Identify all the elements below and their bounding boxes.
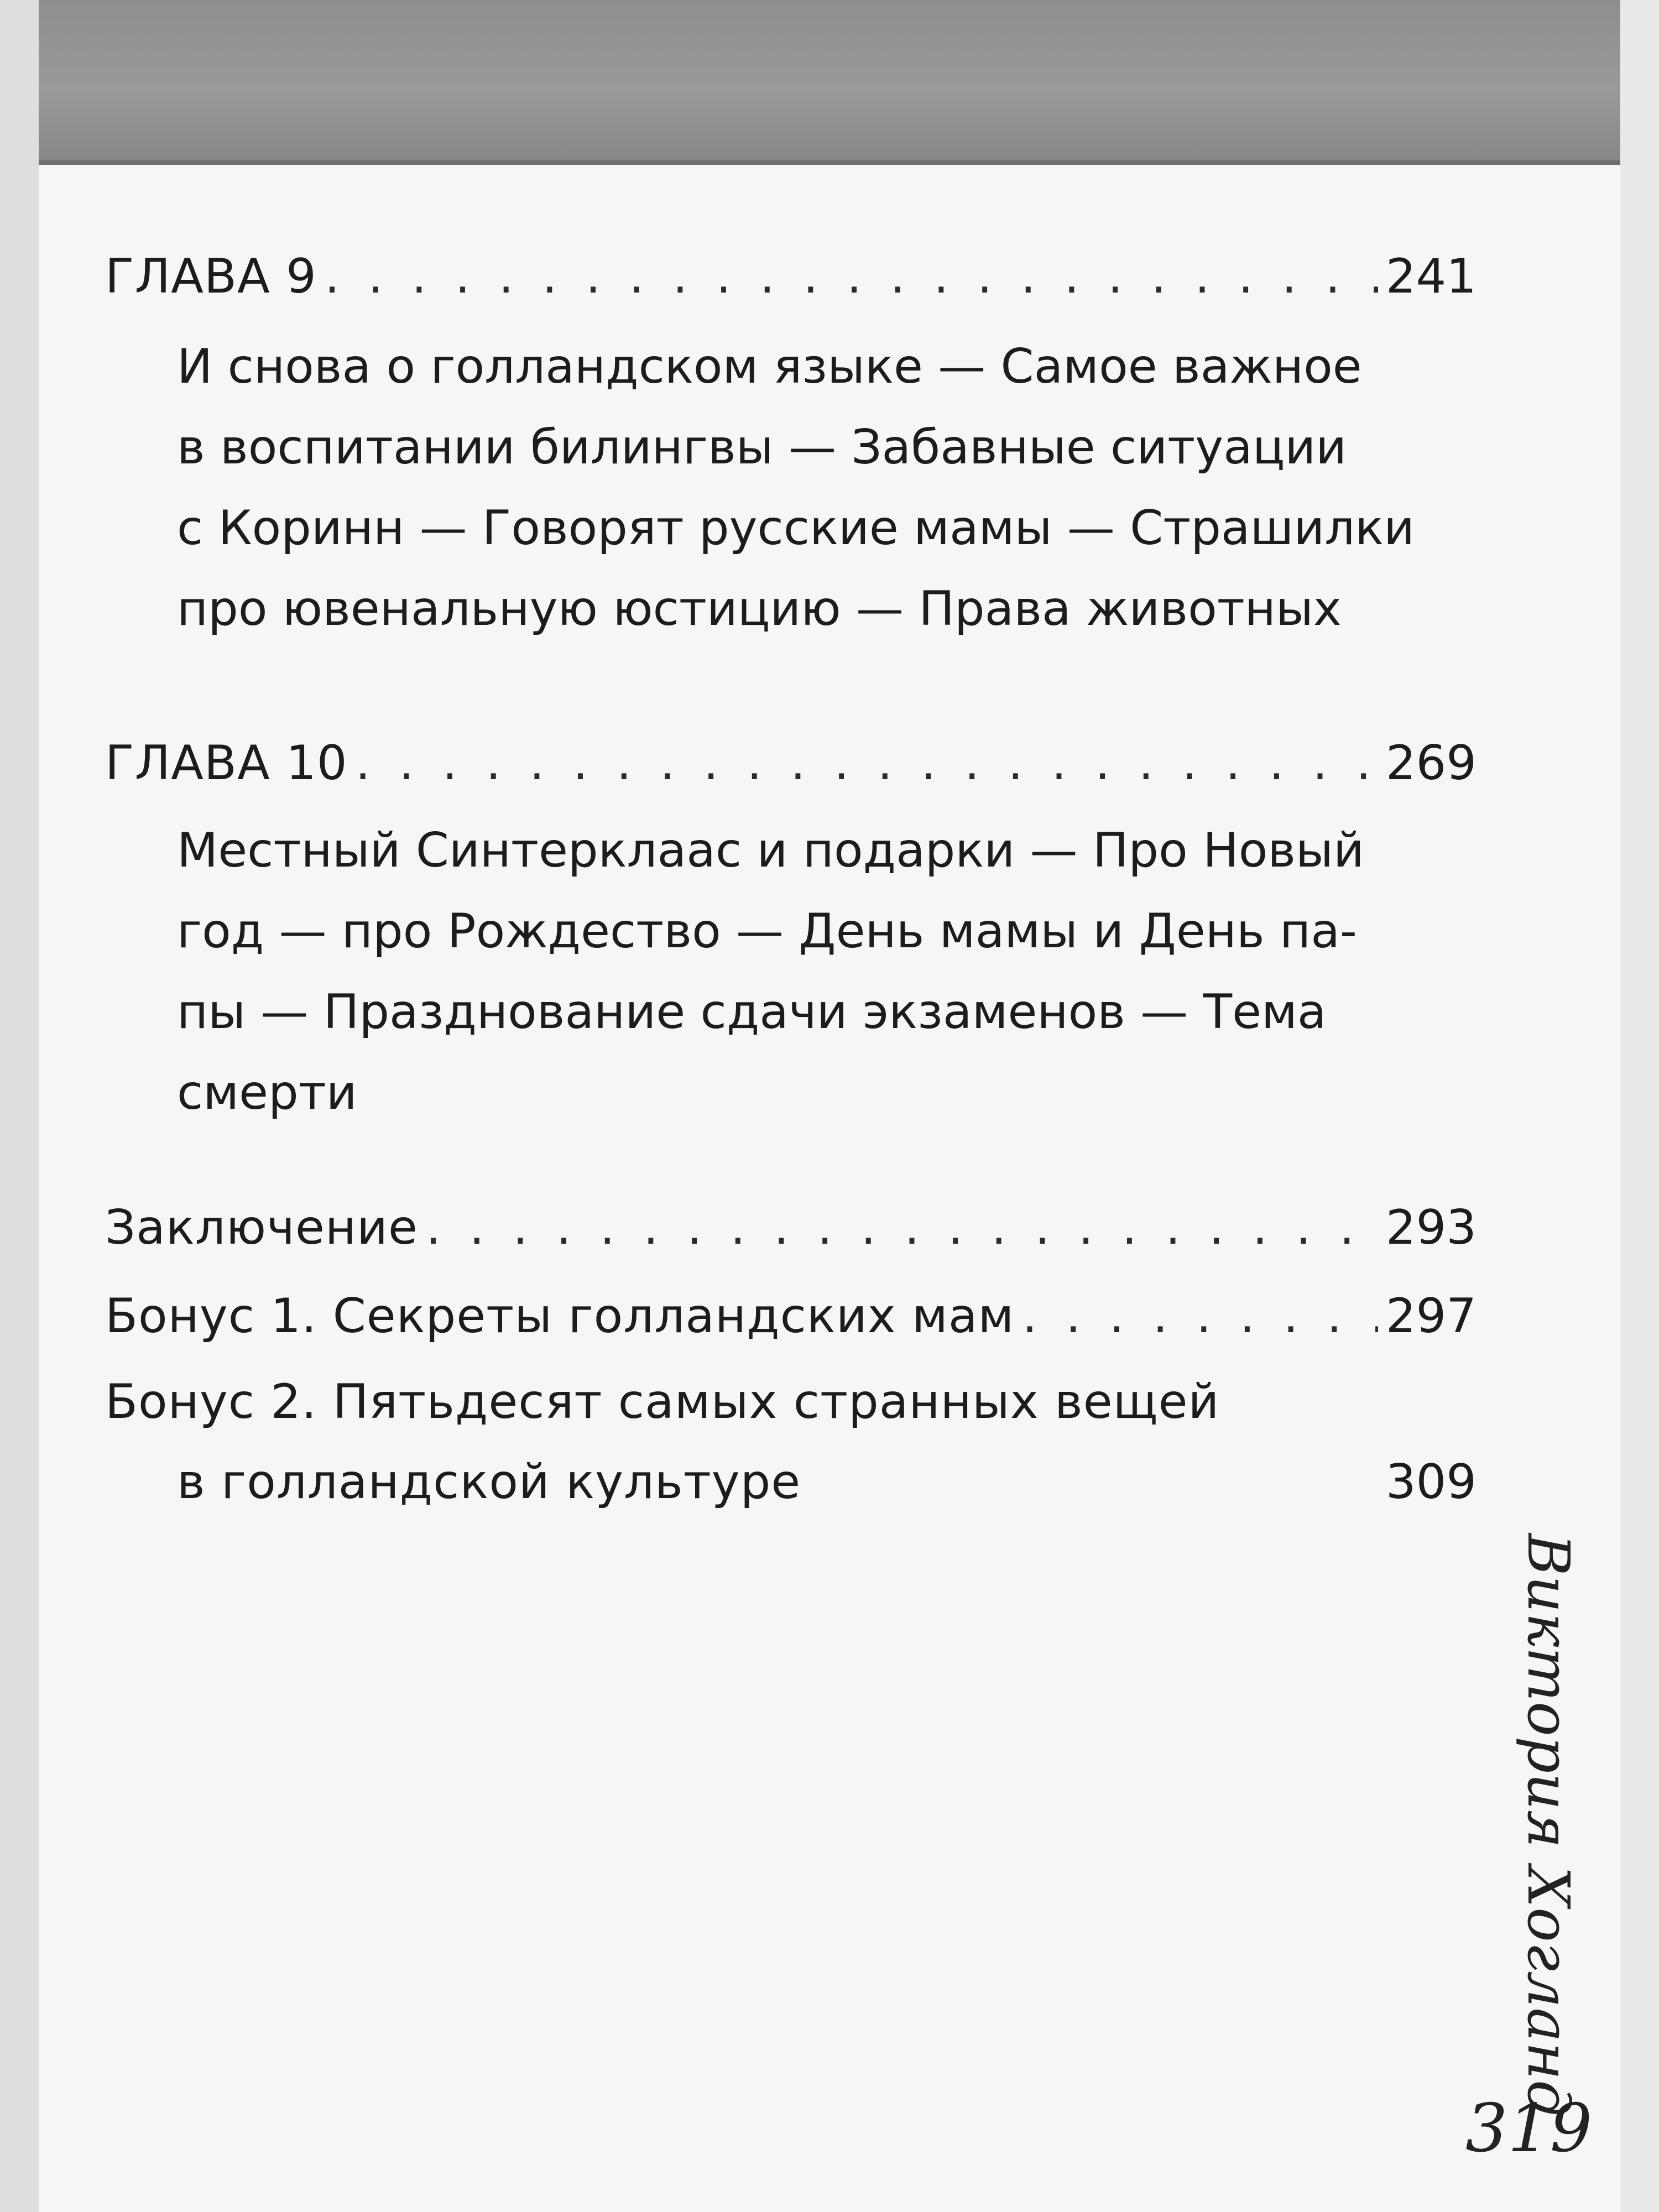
toc-entry-page: 293 xyxy=(1385,1200,1477,1255)
page-edge xyxy=(0,0,39,2212)
description-line: И снова о голландском языке — Самое важное xyxy=(177,339,1362,394)
chapter-9-description xyxy=(177,326,1415,649)
toc-entry-conclusion xyxy=(105,1194,1477,1261)
leader-dots xyxy=(356,730,1378,796)
description-line: год — про Рождество — День мамы и День па- xyxy=(177,904,1357,959)
toc-entry-bonus-2-continuation xyxy=(177,1449,1477,1515)
toc-entry-page: 241 xyxy=(1385,249,1477,304)
author-signature-text: Виктория Хогланд xyxy=(1515,1533,1582,2117)
toc-entry-chapter-9 xyxy=(105,243,1477,310)
description-line: в воспитании билингвы — Забавные ситуации xyxy=(177,420,1347,475)
toc-entry-page: 309 xyxy=(1385,1454,1477,1510)
book-page xyxy=(39,0,1620,2212)
toc-entry-title: Бонус 1. Секреты голландских мам xyxy=(105,1288,1015,1344)
toc-entry-chapter-10 xyxy=(105,730,1477,796)
description-line: пы — Празднование сдачи экзаменов — Тема xyxy=(177,984,1327,1040)
toc-entry-page: 297 xyxy=(1385,1288,1477,1344)
toc-entry-title: ГЛАВА 10 xyxy=(105,735,348,791)
toc-entry-bonus-1 xyxy=(105,1283,1477,1349)
leader-dots xyxy=(426,1194,1378,1261)
toc-entry-page: 269 xyxy=(1385,735,1477,791)
description-line: про ювенальную юстицию — Права животных xyxy=(177,581,1342,637)
chapter-10-description xyxy=(177,810,1394,1133)
description-line: с Коринн — Говорят русские мамы — Страшилки xyxy=(177,500,1415,556)
description-line: Местный Синтерклаас и подарки — Про Новый xyxy=(177,823,1364,878)
author-signature xyxy=(1499,1515,1598,2135)
toc-entry-title: Бонус 2. Пятьдесят самых странных вещей xyxy=(105,1374,1220,1430)
leader-dots xyxy=(1022,1283,1378,1349)
description-line: смерти xyxy=(177,1065,357,1120)
toc-entry-title-continuation: в голландской культуре xyxy=(177,1454,801,1510)
toc-entry-title: ГЛАВА 9 xyxy=(105,249,317,304)
toc-entry-bonus-2 xyxy=(105,1369,1477,1435)
toc-entry-title: Заключение xyxy=(105,1200,418,1255)
leader-dots xyxy=(325,243,1378,310)
page-number: 319 xyxy=(1465,2090,1593,2167)
top-gray-band xyxy=(39,0,1620,165)
